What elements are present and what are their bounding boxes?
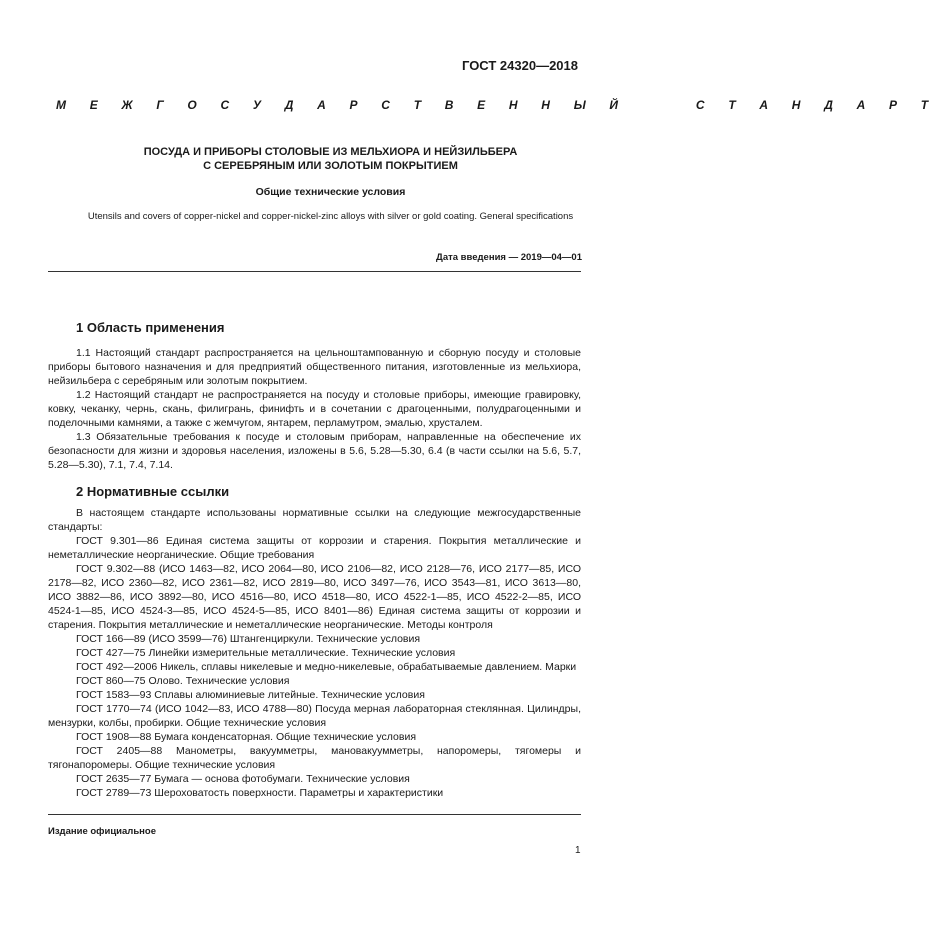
- references-intro: В настоящем стандарте использованы нормативные ссылки на следующие межгосударственные стандарты:: [48, 507, 581, 533]
- official-edition-label: Издание официальное: [48, 826, 156, 837]
- section-1-heading: 1 Область применения: [76, 320, 225, 335]
- reference-item: ГОСТ 492—2006 Никель, сплавы никелевые и медно-никелевые, обрабатываемые давлением. Марки: [76, 661, 577, 673]
- reference-item: ГОСТ 2405—88 Манометры, вакуумметры, мановакуумметры, напоромеры, тягомеры и тягонапоромеры. Общие технические условия: [48, 745, 581, 771]
- document-subtitle: Общие технические условия: [255, 186, 406, 198]
- document-title-line-2: С СЕРЕБРЯНЫМ ИЛИ ЗОЛОТЫМ ПОКРЫТИЕМ: [203, 160, 458, 172]
- section-2-body: [48, 506, 581, 800]
- reference-item: ГОСТ 2789—73 Шероховатость поверхности. Параметры и характеристики: [76, 787, 444, 799]
- document-title-line-1: ПОСУДА И ПРИБОРЫ СТОЛОВЫЕ ИЗ МЕЛЬХИОРА И НЕЙЗИЛЬБЕРА: [143, 146, 518, 158]
- reference-item: ГОСТ 9.302—88 (ИСО 1463—82, ИСО 2064—80, ИСО 2106—82, ИСО 2128—76, ИСО 2177—85, ИСО 2178—82, ИСО 2360—82, ИСО 2361—82, ИСО 2819—80, ИСО 3497—76, ИСО 3543—81, ИСО 3613—80, ИСО 3882—86, ИСО 3892—80, ИСО 4516—80, ИСО 4518—80, ИСО 4522-1—85, ИСО 4522-2—85, ИСО 4524-1—85, ИСО 4524-3—85, ИСО 4524-5—85, ИСО 8401—86) Единая система защиты от коррозии и старения. Покрытия металлические и неметаллические неорганические. Методы контроля: [48, 563, 581, 631]
- english-title: Utensils and covers of copper-nickel and copper-nickel-zinc alloys with silver or gold coating. General specifications: [87, 211, 574, 222]
- reference-item: ГОСТ 9.301—86 Единая система защиты от коррозии и старения. Покрытия металлические и неметаллические неорганические. Общие требования: [48, 535, 581, 561]
- reference-item: ГОСТ 2635—77 Бумага — основа фотобумаги. Технические условия: [76, 773, 410, 785]
- paragraph-1-3: 1.3 Обязательные требования к посуде и столовым приборам, направленные на обеспечение их безопасности для жизни и здоровья населения, изложены в 5.6, 5.28—5.30, 6.4 (в части ссылки на 5.6, 5.7, 5.28—5.30), 7.1, 7.4, 7.14.: [48, 431, 581, 471]
- reference-item: ГОСТ 1908—88 Бумага конденсаторная. Общие технические условия: [76, 731, 417, 743]
- page-number: 1: [575, 845, 581, 856]
- reference-item: ГОСТ 166—89 (ИСО 3599—76) Штангенциркули. Технические условия: [76, 633, 421, 645]
- footer-divider: [48, 814, 581, 815]
- introduction-date: Дата введения — 2019—04—01: [436, 252, 582, 263]
- reference-item: ГОСТ 1770—74 (ИСО 1042—83, ИСО 4788—80) Посуда мерная лабораторная стеклянная. Цилиндры, мензурки, колбы, пробирки. Общие технические условия: [48, 703, 581, 729]
- header-divider: [48, 271, 581, 272]
- document-code: ГОСТ 24320—2018: [462, 58, 578, 73]
- section-2-heading: 2 Нормативные ссылки: [76, 484, 230, 499]
- section-1-body: [48, 346, 581, 472]
- reference-item: ГОСТ 860—75 Олово. Технические условия: [76, 675, 290, 687]
- paragraph-1-1: 1.1 Настоящий стандарт распространяется на цельноштампованную и сборную посуду и столовые приборы бытового назначения и для предприятий общественного питания, изготовленные из мельхиора, нейзильбера с серебряным или золотым покрытием.: [48, 347, 581, 387]
- reference-item: ГОСТ 427—75 Линейки измерительные металлические. Технические условия: [76, 647, 456, 659]
- interstate-standard-label: М Е Ж Г О С У Д А Р С Т В Е Н Н Ы Й С Т А Н Д А Р Т: [56, 98, 938, 112]
- paragraph-1-2: 1.2 Настоящий стандарт не распространяется на посуду и столовые приборы, имеющие гравировку, ковку, чеканку, чернь, скань, филигрань, финифть и в сочетании с драгоценными, полудрагоценными и поделочными камнями, а также с жемчугом, янтарем, перламутром, эмалью, хрусталем.: [48, 389, 581, 429]
- reference-item: ГОСТ 1583—93 Сплавы алюминиевые литейные. Технические условия: [76, 689, 425, 701]
